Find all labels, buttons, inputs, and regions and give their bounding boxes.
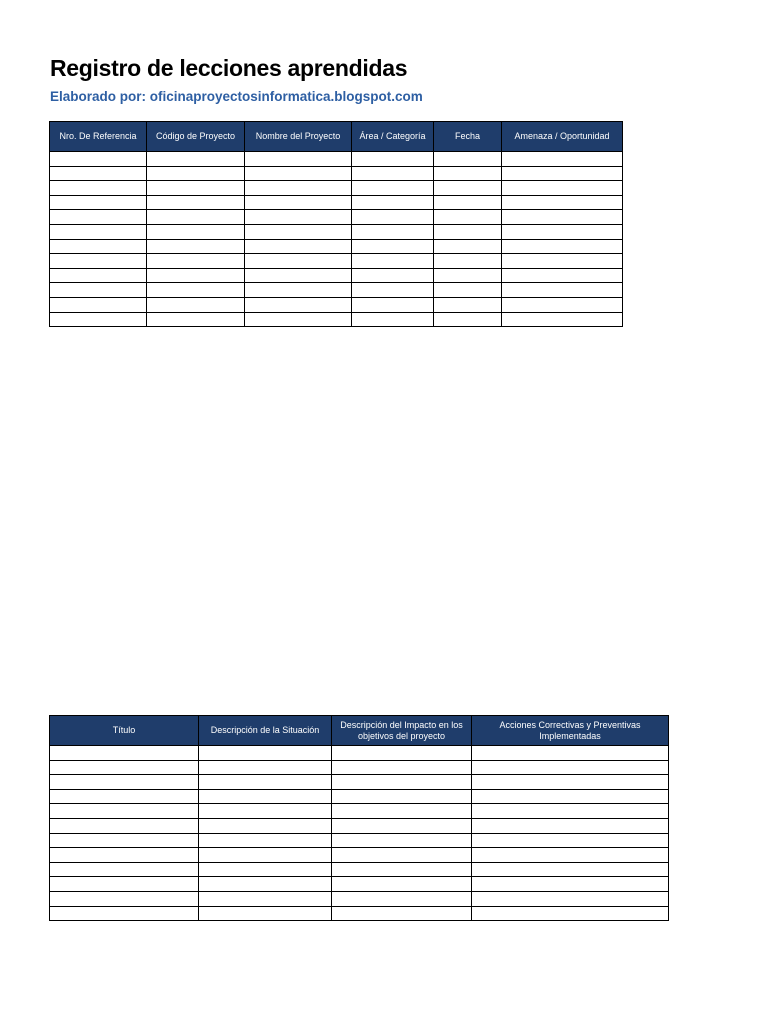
table-cell[interactable] bbox=[50, 906, 199, 921]
table-cell[interactable] bbox=[332, 804, 472, 819]
table-row bbox=[50, 166, 623, 181]
table-cell[interactable] bbox=[50, 789, 199, 804]
table-cell[interactable] bbox=[245, 195, 352, 210]
table-cell[interactable] bbox=[199, 818, 332, 833]
table-cell[interactable] bbox=[50, 891, 199, 906]
table-cell[interactable] bbox=[434, 181, 502, 196]
column-header-threat-opportunity: Amenaza / Oportunidad bbox=[502, 122, 623, 152]
table-cell[interactable] bbox=[199, 862, 332, 877]
table-row bbox=[50, 224, 623, 239]
table-row bbox=[50, 210, 623, 225]
table-cell[interactable] bbox=[245, 224, 352, 239]
table-cell[interactable] bbox=[245, 239, 352, 254]
table-cell[interactable] bbox=[147, 224, 245, 239]
table-row bbox=[50, 818, 669, 833]
table-cell[interactable] bbox=[434, 283, 502, 298]
table-cell[interactable] bbox=[352, 210, 434, 225]
table-cell[interactable] bbox=[332, 848, 472, 863]
table-cell[interactable] bbox=[332, 906, 472, 921]
table-row bbox=[50, 775, 669, 790]
table-cell[interactable] bbox=[245, 181, 352, 196]
column-header-area-category: Área / Categoría bbox=[352, 122, 434, 152]
table-header-row bbox=[50, 122, 623, 152]
table-row bbox=[50, 804, 669, 819]
table-cell[interactable] bbox=[147, 268, 245, 283]
table-cell[interactable] bbox=[199, 746, 332, 761]
table-cell[interactable] bbox=[199, 906, 332, 921]
table-cell[interactable] bbox=[50, 166, 147, 181]
column-header-impact-description: Descripción del Impacto en los objetivos del proyecto bbox=[332, 716, 472, 746]
table-cell[interactable] bbox=[502, 195, 623, 210]
table-cell[interactable] bbox=[434, 224, 502, 239]
table-cell[interactable] bbox=[199, 789, 332, 804]
table-cell[interactable] bbox=[50, 862, 199, 877]
table-cell[interactable] bbox=[245, 210, 352, 225]
table-cell[interactable] bbox=[502, 254, 623, 269]
table-row bbox=[50, 789, 669, 804]
table-cell[interactable] bbox=[472, 804, 669, 819]
table-cell[interactable] bbox=[199, 891, 332, 906]
table-cell[interactable] bbox=[199, 804, 332, 819]
table-cell[interactable] bbox=[50, 195, 147, 210]
table-cell[interactable] bbox=[472, 877, 669, 892]
table-cell[interactable] bbox=[50, 297, 147, 312]
lessons-table-general bbox=[49, 121, 623, 327]
table-cell[interactable] bbox=[50, 224, 147, 239]
table-cell[interactable] bbox=[472, 848, 669, 863]
table-cell[interactable] bbox=[50, 833, 199, 848]
table-cell[interactable] bbox=[352, 312, 434, 327]
table-cell[interactable] bbox=[50, 312, 147, 327]
table-cell[interactable] bbox=[352, 239, 434, 254]
table-body bbox=[50, 152, 623, 327]
table-row bbox=[50, 297, 623, 312]
table-cell[interactable] bbox=[245, 152, 352, 167]
lessons-table-details bbox=[49, 715, 669, 921]
table-cell[interactable] bbox=[332, 891, 472, 906]
table-row bbox=[50, 268, 623, 283]
table-row bbox=[50, 239, 623, 254]
table-cell[interactable] bbox=[147, 195, 245, 210]
table-row bbox=[50, 862, 669, 877]
table-cell[interactable] bbox=[434, 312, 502, 327]
table-cell[interactable] bbox=[147, 254, 245, 269]
table-cell[interactable] bbox=[434, 268, 502, 283]
table-cell[interactable] bbox=[50, 760, 199, 775]
table-cell[interactable] bbox=[434, 166, 502, 181]
table-row bbox=[50, 312, 623, 327]
table-cell[interactable] bbox=[434, 297, 502, 312]
table-row bbox=[50, 195, 623, 210]
table-cell[interactable] bbox=[332, 775, 472, 790]
table-header-row bbox=[50, 716, 669, 746]
table-cell[interactable] bbox=[50, 239, 147, 254]
table-cell[interactable] bbox=[147, 181, 245, 196]
table-cell[interactable] bbox=[352, 152, 434, 167]
table-cell[interactable] bbox=[502, 268, 623, 283]
table-cell[interactable] bbox=[245, 268, 352, 283]
table-cell[interactable] bbox=[147, 283, 245, 298]
table-row bbox=[50, 906, 669, 921]
table-row bbox=[50, 181, 623, 196]
table-cell[interactable] bbox=[332, 789, 472, 804]
table-cell[interactable] bbox=[50, 268, 147, 283]
table-cell[interactable] bbox=[502, 312, 623, 327]
table-cell[interactable] bbox=[502, 152, 623, 167]
table-cell[interactable] bbox=[472, 818, 669, 833]
table-cell[interactable] bbox=[147, 312, 245, 327]
table-cell[interactable] bbox=[352, 181, 434, 196]
column-header-title: Título bbox=[50, 716, 199, 746]
table-cell[interactable] bbox=[332, 818, 472, 833]
table-row bbox=[50, 877, 669, 892]
table-cell[interactable] bbox=[199, 760, 332, 775]
table-cell[interactable] bbox=[434, 210, 502, 225]
table-cell[interactable] bbox=[434, 254, 502, 269]
table-cell[interactable] bbox=[50, 746, 199, 761]
table-cell[interactable] bbox=[502, 181, 623, 196]
table-cell[interactable] bbox=[472, 746, 669, 761]
table-row bbox=[50, 833, 669, 848]
table-cell[interactable] bbox=[502, 283, 623, 298]
table-cell[interactable] bbox=[199, 848, 332, 863]
column-header-date: Fecha bbox=[434, 122, 502, 152]
table-body bbox=[50, 746, 669, 921]
table-cell[interactable] bbox=[50, 254, 147, 269]
table-cell[interactable] bbox=[472, 775, 669, 790]
column-header-corrective-actions: Acciones Correctivas y Preventivas Implementadas bbox=[472, 716, 669, 746]
table-cell[interactable] bbox=[147, 210, 245, 225]
table-cell[interactable] bbox=[472, 906, 669, 921]
table-cell[interactable] bbox=[50, 804, 199, 819]
table-cell[interactable] bbox=[245, 254, 352, 269]
table-row bbox=[50, 254, 623, 269]
table-cell[interactable] bbox=[472, 789, 669, 804]
table-cell[interactable] bbox=[332, 877, 472, 892]
table-cell[interactable] bbox=[472, 862, 669, 877]
table-row bbox=[50, 152, 623, 167]
table-cell[interactable] bbox=[502, 297, 623, 312]
column-header-project-code: Código de Proyecto bbox=[147, 122, 245, 152]
column-header-situation-description: Descripción de la Situación bbox=[199, 716, 332, 746]
table-cell[interactable] bbox=[352, 254, 434, 269]
table-cell[interactable] bbox=[502, 239, 623, 254]
table-cell[interactable] bbox=[245, 297, 352, 312]
table-cell[interactable] bbox=[50, 877, 199, 892]
table-cell[interactable] bbox=[332, 862, 472, 877]
table-cell[interactable] bbox=[50, 152, 147, 167]
table-row bbox=[50, 848, 669, 863]
table-cell[interactable] bbox=[50, 210, 147, 225]
table-cell[interactable] bbox=[199, 833, 332, 848]
table-cell[interactable] bbox=[472, 833, 669, 848]
table-row bbox=[50, 891, 669, 906]
table-cell[interactable] bbox=[472, 891, 669, 906]
table-cell[interactable] bbox=[245, 312, 352, 327]
table-cell[interactable] bbox=[50, 775, 199, 790]
table-cell[interactable] bbox=[332, 833, 472, 848]
table-cell[interactable] bbox=[245, 283, 352, 298]
table-cell[interactable] bbox=[502, 224, 623, 239]
table-row bbox=[50, 746, 669, 761]
table-cell[interactable] bbox=[502, 166, 623, 181]
table-cell[interactable] bbox=[434, 152, 502, 167]
table-cell[interactable] bbox=[147, 166, 245, 181]
table-cell[interactable] bbox=[352, 224, 434, 239]
author-subtitle: Elaborado por: oficinaproyectosinformatica.blogspot.com bbox=[50, 89, 423, 104]
table-cell[interactable] bbox=[50, 181, 147, 196]
table-cell[interactable] bbox=[50, 848, 199, 863]
table-cell[interactable] bbox=[352, 195, 434, 210]
table-cell[interactable] bbox=[147, 239, 245, 254]
table-cell[interactable] bbox=[199, 877, 332, 892]
page-title: Registro de lecciones aprendidas bbox=[50, 55, 408, 81]
table-cell[interactable] bbox=[434, 195, 502, 210]
table-cell[interactable] bbox=[472, 760, 669, 775]
column-header-reference-number: Nro. De Referencia bbox=[50, 122, 147, 152]
table-cell[interactable] bbox=[199, 775, 332, 790]
table-cell[interactable] bbox=[352, 283, 434, 298]
table-cell[interactable] bbox=[352, 166, 434, 181]
table-cell[interactable] bbox=[147, 297, 245, 312]
table-cell[interactable] bbox=[502, 210, 623, 225]
table-cell[interactable] bbox=[147, 152, 245, 167]
table-cell[interactable] bbox=[332, 760, 472, 775]
table-cell[interactable] bbox=[50, 818, 199, 833]
table-cell[interactable] bbox=[352, 268, 434, 283]
table-row bbox=[50, 283, 623, 298]
table-cell[interactable] bbox=[50, 283, 147, 298]
column-header-project-name: Nombre del Proyecto bbox=[245, 122, 352, 152]
table-cell[interactable] bbox=[332, 746, 472, 761]
table-cell[interactable] bbox=[352, 297, 434, 312]
table-row bbox=[50, 760, 669, 775]
table-cell[interactable] bbox=[434, 239, 502, 254]
table-cell[interactable] bbox=[245, 166, 352, 181]
